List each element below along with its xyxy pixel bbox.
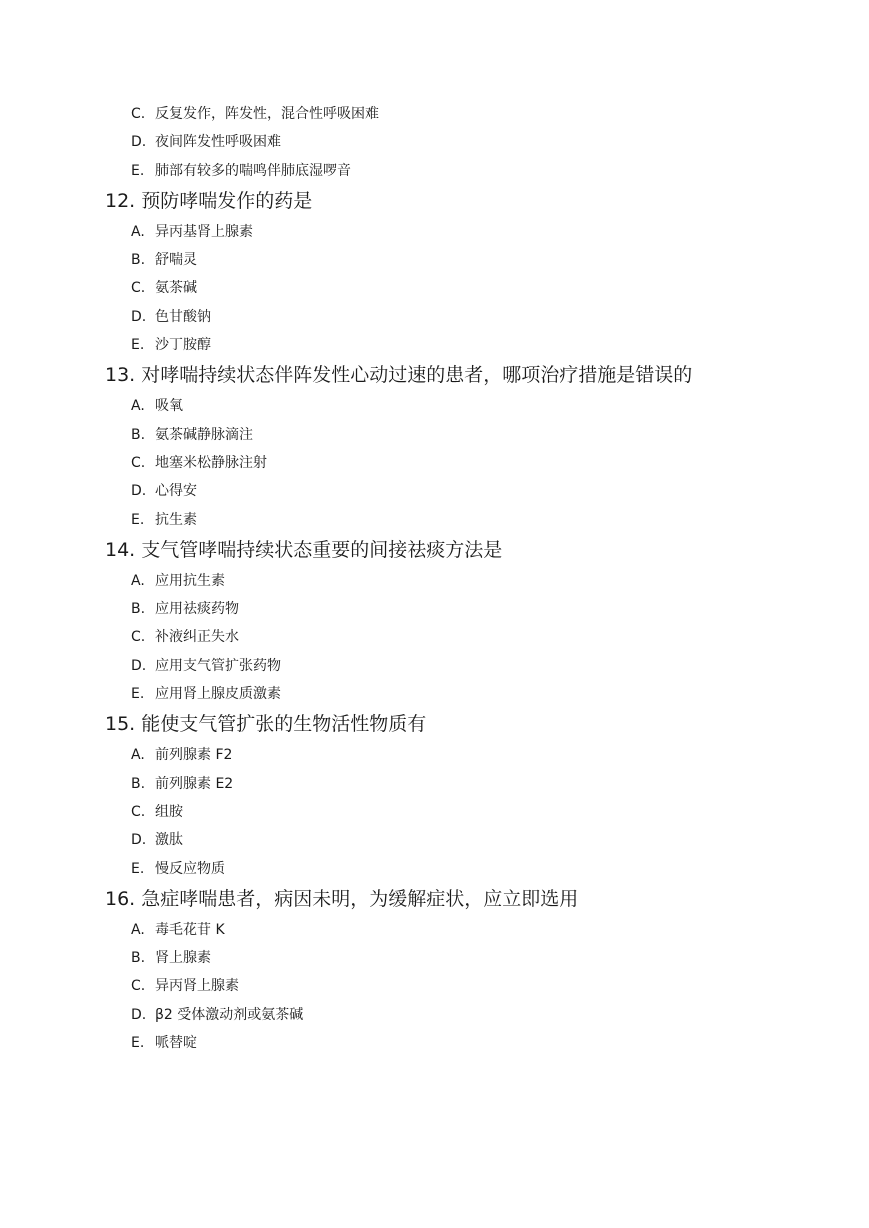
answer-option <box>131 684 825 704</box>
answer-option <box>131 510 825 530</box>
answer-option <box>131 627 825 647</box>
option-letter: A. <box>131 921 145 938</box>
answer-option <box>131 278 825 298</box>
question-title: 16. 急症哮喘患者，病因未明，为缓解症状，应立即选用 <box>105 887 579 910</box>
option-text: 心得安 <box>155 483 197 500</box>
option-text: 肾上腺素 <box>155 950 211 967</box>
option-letter: C. <box>131 978 146 995</box>
option-letter: B. <box>131 426 146 443</box>
option-text: 吸氧 <box>155 398 183 415</box>
option-letter: D. <box>131 657 147 674</box>
answer-option <box>131 425 825 445</box>
option-letter: A. <box>131 398 145 415</box>
option-letter: C. <box>131 454 146 471</box>
option-text: 沙丁胺醇 <box>155 337 211 354</box>
option-text: 哌替啶 <box>155 1035 197 1052</box>
option-letter: E. <box>131 162 145 179</box>
answer-option <box>131 222 825 242</box>
option-letter: D. <box>131 483 147 500</box>
option-letter: D. <box>131 308 147 325</box>
answer-option <box>131 948 825 968</box>
option-letter: B. <box>131 775 146 792</box>
option-text: 色甘酸钠 <box>155 308 211 325</box>
answer-option <box>131 920 825 940</box>
option-text: 激肽 <box>155 832 183 849</box>
option-text: 组胺 <box>155 803 183 820</box>
answer-option <box>131 335 825 355</box>
option-text: 前列腺素 F2 <box>155 747 233 764</box>
option-letter: D. <box>131 1006 147 1023</box>
question-block <box>105 712 825 878</box>
option-text: 抗生素 <box>155 511 197 528</box>
option-text: 异丙基肾上腺素 <box>155 223 253 240</box>
option-text: 应用支气管扩张药物 <box>155 657 281 674</box>
option-letter: E. <box>131 860 145 877</box>
option-letter: E. <box>131 1035 145 1052</box>
option-text: 反复发作，阵发性，混合性呼吸困难 <box>155 106 379 122</box>
answer-option <box>131 453 825 473</box>
answer-option <box>131 396 825 416</box>
option-letter: C. <box>131 629 146 646</box>
option-text: 应用肾上腺皮质激素 <box>155 686 281 703</box>
option-text: 舒喘灵 <box>155 252 197 269</box>
option-letter: B. <box>131 252 146 269</box>
option-text: 夜间阵发性呼吸困难 <box>155 134 281 151</box>
option-letter: A. <box>131 223 145 240</box>
option-letter: E. <box>131 337 145 354</box>
question-list <box>105 189 825 1053</box>
answer-option <box>131 1033 825 1053</box>
question-block <box>105 538 825 704</box>
option-text: 前列腺素 E2 <box>155 775 234 792</box>
answer-option <box>131 481 825 501</box>
option-letter: D. <box>131 832 147 849</box>
answer-option <box>131 307 825 327</box>
answer-option <box>131 571 825 591</box>
option-letter: B. <box>131 601 146 618</box>
question-title: 12. 预防哮喘发作的药是 <box>105 189 313 212</box>
option-text: 应用祛痰药物 <box>155 601 239 618</box>
question-title: 13. 对哮喘持续状态伴阵发性心动过速的患者，哪项治疗措施是错误的 <box>105 364 693 387</box>
answer-option <box>131 250 825 270</box>
answer-option <box>131 745 825 765</box>
option-letter: B. <box>131 950 146 967</box>
option-text: 补液纠正失水 <box>155 629 239 646</box>
answer-option <box>131 774 825 794</box>
option-letter: C. <box>131 280 146 297</box>
option-text: 毒毛花苷 K <box>155 921 225 938</box>
answer-option <box>131 859 825 879</box>
answer-option <box>131 830 825 850</box>
answer-option <box>131 161 825 181</box>
option-letter: E. <box>131 511 145 528</box>
question-block <box>105 887 825 1053</box>
page-content <box>105 100 825 1061</box>
option-letter: D. <box>131 134 147 151</box>
option-letter: C. <box>131 106 146 122</box>
option-letter: C. <box>131 803 146 820</box>
option-text: 氨茶碱静脉滴注 <box>155 426 253 443</box>
question-title: 15. 能使支气管扩张的生物活性物质有 <box>105 713 427 736</box>
continued-options <box>105 104 825 181</box>
option-text: β2 受体激动剂或氨茶碱 <box>155 1006 304 1023</box>
option-text: 慢反应物质 <box>155 860 225 877</box>
answer-option <box>131 1005 825 1025</box>
option-text: 异丙肾上腺素 <box>155 978 239 995</box>
option-text: 肺部有较多的喘鸣伴肺底湿啰音 <box>155 162 351 179</box>
answer-option <box>131 104 825 124</box>
option-text: 应用抗生素 <box>155 572 225 589</box>
option-letter: E. <box>131 686 145 703</box>
answer-option <box>131 132 825 152</box>
option-letter: A. <box>131 572 145 589</box>
question-block <box>105 363 825 529</box>
option-letter: A. <box>131 747 145 764</box>
option-text: 氨茶碱 <box>155 280 197 297</box>
answer-option <box>131 656 825 676</box>
question-title: 14. 支气管哮喘持续状态重要的间接祛痰方法是 <box>105 538 503 561</box>
answer-option <box>131 802 825 822</box>
question-block <box>105 189 825 355</box>
option-text: 地塞米松静脉注射 <box>155 454 267 471</box>
answer-option <box>131 976 825 996</box>
answer-option <box>131 599 825 619</box>
